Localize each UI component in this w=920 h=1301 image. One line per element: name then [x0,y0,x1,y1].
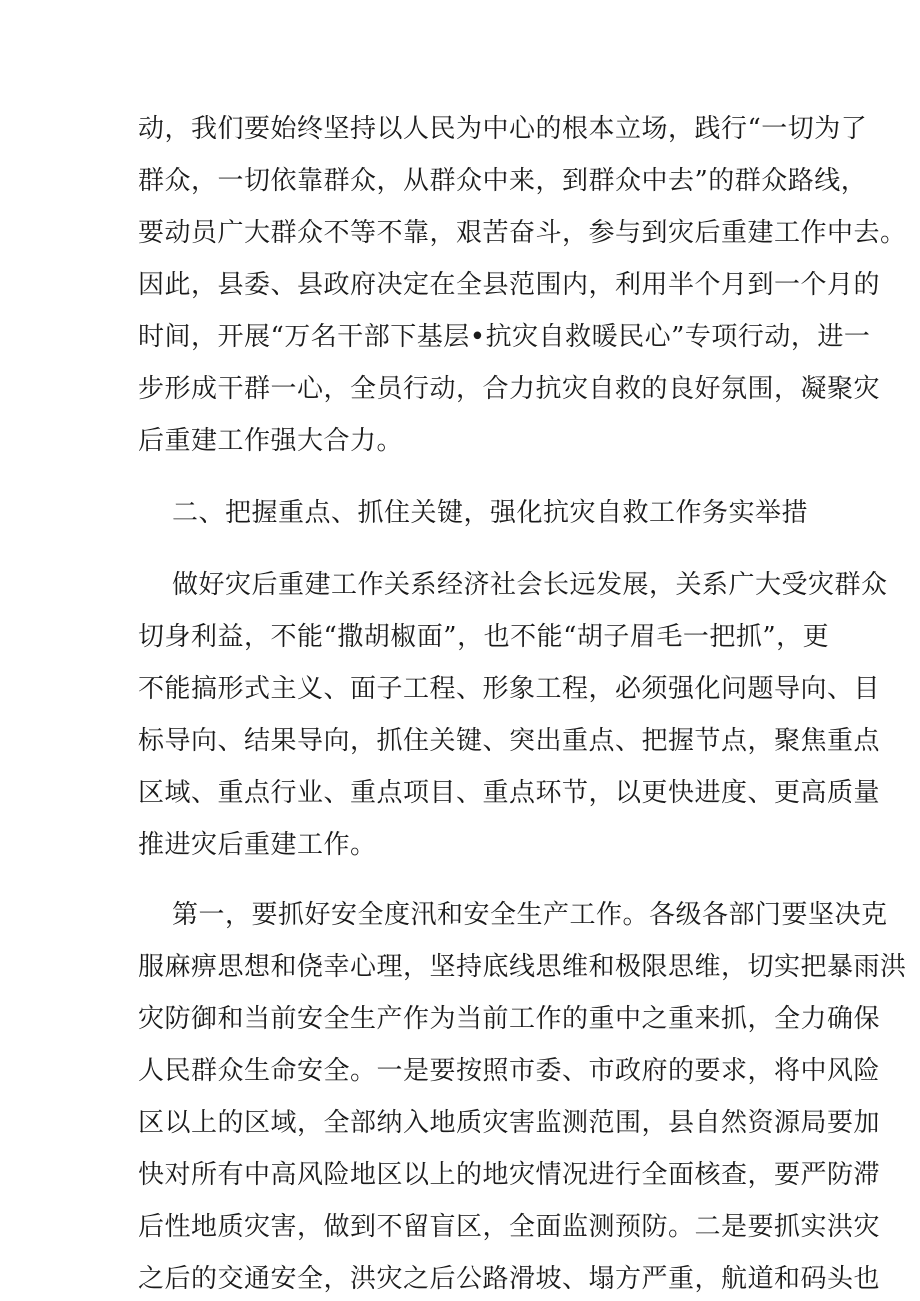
text-line: 时间，开展“万名干部下基层•抗灾自救暖民心”专项行动，进一 [138,322,871,352]
text-line: 动，我们要始终坚持以人民为中心的根本立场，践行“一切为了 [138,114,868,144]
text-line: 后重建工作强大合力。 [138,426,404,456]
text-line: 群众，一切依靠群众，从群众中来，到群众中去”的群众路线， [138,166,868,196]
text-line: 推进灾后重建工作。 [138,830,377,860]
text-line: 快对所有中高风险地区以上的地灾情况进行全面核查，要严防滞 [138,1160,881,1190]
text-line: 要动员广大群众不等不靠，艰苦奋斗，参与到灾后重建工作中去。 [138,218,907,248]
text-line: 服麻痹思想和侥幸心理，坚持底线思维和极限思维，切实把暴雨洪 [138,952,907,982]
text-line: 第一，要抓好安全度汛和安全生产工作。各级各部门要坚决克 [172,900,888,930]
text-line: 因此，县委、县政府决定在全县范围内，利用半个月到一个月的 [138,270,881,300]
text-line: 人民群众生命安全。一是要按照市委、市政府的要求，将中风险 [138,1056,881,1086]
text-line: 区域、重点行业、重点项目、重点环节，以更快进度、更高质量 [138,778,881,808]
text-line: 切身利益，不能“撒胡椒面”，也不能“胡子眉毛一把抓”，更 [138,622,830,652]
text-line: 不能搞形式主义、面子工程、形象工程，必须强化问题导向、目 [138,674,881,704]
heading-line: 二、把握重点、抓住关键，强化抗灾自救工作务实举措 [172,498,809,528]
text-line: 区以上的区域，全部纳入地质灾害监测范围，县自然资源局要加 [138,1108,881,1138]
text-line: 标导向、结果导向，抓住关键、突出重点、把握节点，聚焦重点 [138,726,881,756]
text-line: 步形成干群一心，全员行动，合力抗灾自救的良好氛围，凝聚灾 [138,374,881,404]
text-line: 之后的交通安全，洪灾之后公路滑坡、塌方严重，航道和码头也 [138,1264,881,1294]
text-line: 后性地质灾害，做到不留盲区，全面监测预防。二是要抓实洪灾 [138,1212,881,1242]
text-line: 灾防御和当前安全生产作为当前工作的重中之重来抓，全力确保 [138,1004,881,1034]
text-line: 做好灾后重建工作关系经济社会长远发展，关系广大受灾群众 [172,570,888,600]
